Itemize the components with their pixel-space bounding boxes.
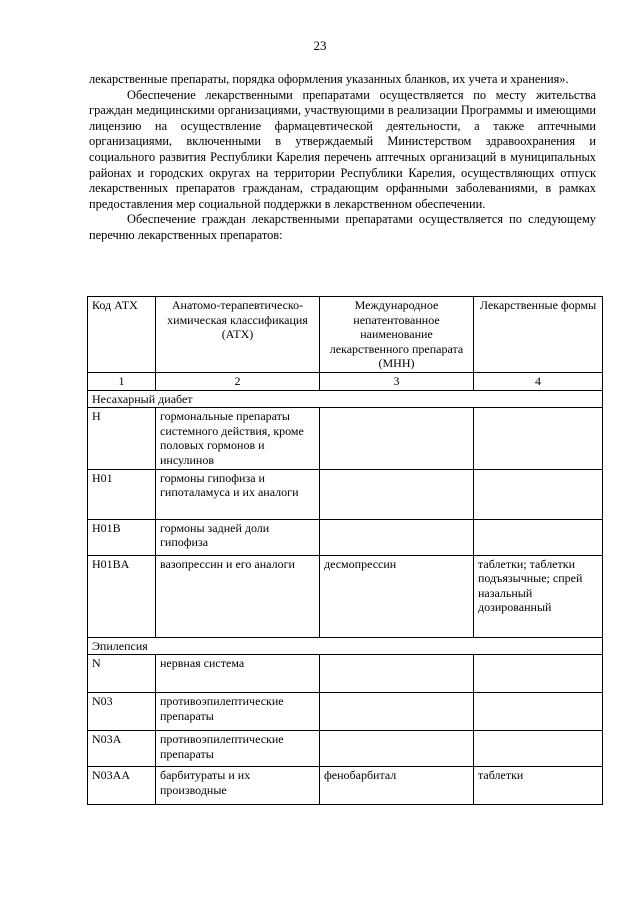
table-row: [88, 731, 603, 767]
atc-name-cell: гормоны гипофиза и гипоталамуса и их аналоги: [156, 469, 320, 519]
header-atc-classification: Анатомо-терапевтическо-химическая классификация (АТХ): [156, 297, 320, 373]
atc-name-cell: противоэпилептические препараты: [156, 731, 320, 767]
column-number: 2: [156, 372, 320, 390]
inn-cell: [320, 693, 474, 731]
table-row: [88, 555, 603, 637]
paragraph-2: Обеспечение лекарственными препаратами осуществляется по месту жительства граждан медицинскими организациями, участвующими в реализации Программы и имеющими лицензию на осуществление фармацевтической деятельности, а также аптечными организациями, включенными в утверждаемый Министерством здравоохранения и социального развития Республики Карелия перечень аптечных организаций в муниципальных районах и городских округах на территории Республики Карелия, осуществляющих отпуск лекарственных препаратов гражданам, страдающим орфанными заболеваниями, в рамках предоставления мер социальной поддержки в лекарственном обеспечении.: [89, 87, 596, 211]
form-cell: [474, 693, 603, 731]
atc-code-cell: N03A: [88, 731, 156, 767]
atc-code-cell: N: [88, 655, 156, 693]
atc-code-cell: H: [88, 408, 156, 469]
table-row: [88, 519, 603, 555]
paragraph-3: Обеспечение граждан лекарственными препаратами осуществляется по следующему перечню лекарственных препаратов:: [89, 212, 596, 242]
section-title: Эпилепсия: [88, 637, 603, 655]
inn-cell: десмопрессин: [320, 555, 474, 637]
inn-cell: [320, 655, 474, 693]
atc-code-cell: N03: [88, 693, 156, 731]
atc-name-cell: вазопрессин и его аналоги: [156, 555, 320, 637]
atc-code-cell: H01BA: [88, 555, 156, 637]
inn-cell: [320, 408, 474, 469]
table-row: [88, 693, 603, 731]
atc-name-cell: противоэпилептические препараты: [156, 693, 320, 731]
form-cell: [474, 519, 603, 555]
table-row: [88, 408, 603, 469]
form-cell: [474, 408, 603, 469]
column-number: 4: [474, 372, 603, 390]
page-number: 23: [313, 38, 327, 53]
atc-name-cell: гормоны задней доли гипофиза: [156, 519, 320, 555]
atc-name-cell: гормональные препараты системного действия, кроме половых гормонов и инсулинов: [156, 408, 320, 469]
form-cell: [474, 655, 603, 693]
table-header-row: [88, 297, 603, 373]
atc-code-cell: H01: [88, 469, 156, 519]
column-number: 3: [320, 372, 474, 390]
atc-name-cell: нервная система: [156, 655, 320, 693]
inn-cell: [320, 519, 474, 555]
header-inn: Международное непатентованное наименование лекарственного препарата (МНН): [320, 297, 474, 373]
atc-name-cell: барбитураты и их производные: [156, 767, 320, 805]
form-cell: таблетки; таблетки подъязычные; спрей назальный дозированный: [474, 555, 603, 637]
form-cell: [474, 731, 603, 767]
section-title: Несахарный диабет: [88, 390, 603, 408]
table-row: [88, 767, 603, 805]
header-dosage-forms: Лекарственные формы: [474, 297, 603, 373]
table-row: [88, 469, 603, 519]
atc-code-cell: H01B: [88, 519, 156, 555]
form-cell: таблетки: [474, 767, 603, 805]
paragraph-1: лекарственные препараты, порядка оформления указанных бланков, их учета и хранения».: [89, 72, 569, 86]
drug-list-table: [87, 296, 603, 805]
column-number-row: [88, 372, 603, 390]
document-body: [89, 72, 596, 244]
header-atc-code: Код АТХ: [88, 297, 156, 373]
table-row: [88, 655, 603, 693]
inn-cell: фенобарбитал: [320, 767, 474, 805]
atc-code-cell: N03AA: [88, 767, 156, 805]
section-row: [88, 390, 603, 408]
inn-cell: [320, 469, 474, 519]
inn-cell: [320, 731, 474, 767]
form-cell: [474, 469, 603, 519]
column-number: 1: [88, 372, 156, 390]
section-row: [88, 637, 603, 655]
